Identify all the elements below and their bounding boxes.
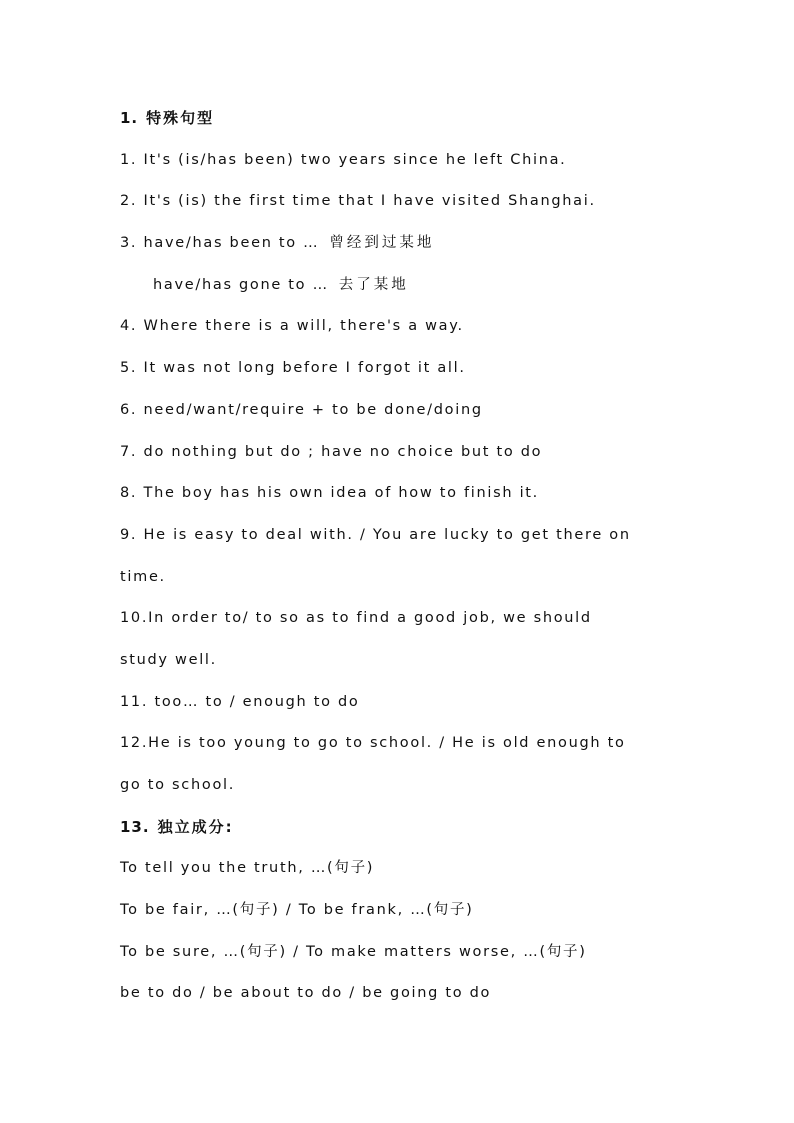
sentence-line-3-cn: 曾经到过某地 xyxy=(329,235,435,252)
sentence-line-11: 11. too… to / enough to do xyxy=(120,693,360,710)
sentence-line-2: 2. It's (is) the first time that I have visited Shanghai. xyxy=(120,193,596,210)
document-page xyxy=(120,104,680,1021)
sentence-line-3-text: 3. have/has been to … xyxy=(120,235,320,252)
phrase-line-3: To be sure, …(句子) / To make matters worse, …(句子) xyxy=(120,943,587,960)
sentence-line-4: 4. Where there is a will, there's a way. xyxy=(120,318,464,335)
sentence-line-6: 6. need/want/require + to be done/doing xyxy=(120,401,483,418)
subsection-heading xyxy=(120,813,680,855)
sentence-line-3b-text: have/has gone to … xyxy=(153,276,329,293)
sentence-line-9: 9. He is easy to deal with. / You are lucky to get there on xyxy=(120,526,631,543)
section-heading xyxy=(120,104,680,146)
sentence-line-3b xyxy=(120,271,680,313)
sentence-line-3 xyxy=(120,229,680,271)
sentence-line-7: 7. do nothing but do ; have no choice but to do xyxy=(120,443,543,460)
sentence-line-3b-cn: 去了某地 xyxy=(338,276,409,293)
phrase-line-1: To tell you the truth, …(句子) xyxy=(120,860,375,877)
section-title: 特殊句型 xyxy=(146,109,215,127)
sentence-line-8: 8. The boy has his own idea of how to finish it. xyxy=(120,485,539,502)
phrase-line-4: be to do / be about to do / be going to do xyxy=(120,985,492,1002)
sentence-line-9-cont: time. xyxy=(120,568,166,585)
section-number: 1. xyxy=(120,109,139,127)
sentence-line-5: 5. It was not long before I forgot it all. xyxy=(120,360,466,377)
subsection-title: 独立成分: xyxy=(157,817,234,836)
sentence-line-12: 12.He is too young to go to school. / He is old enough to xyxy=(120,735,626,752)
phrase-line-2: To be fair, …(句子) / To be frank, …(句子) xyxy=(120,902,474,919)
subsection-number: 13. xyxy=(120,817,150,836)
sentence-line-12-cont: go to school. xyxy=(120,777,236,793)
sentence-line-10: 10.In order to/ to so as to find a good job, we should xyxy=(120,610,592,627)
sentence-line-1: 1. It's (is/has been) two years since he left China. xyxy=(120,151,567,168)
sentence-line-10-cont: study well. xyxy=(120,651,217,668)
